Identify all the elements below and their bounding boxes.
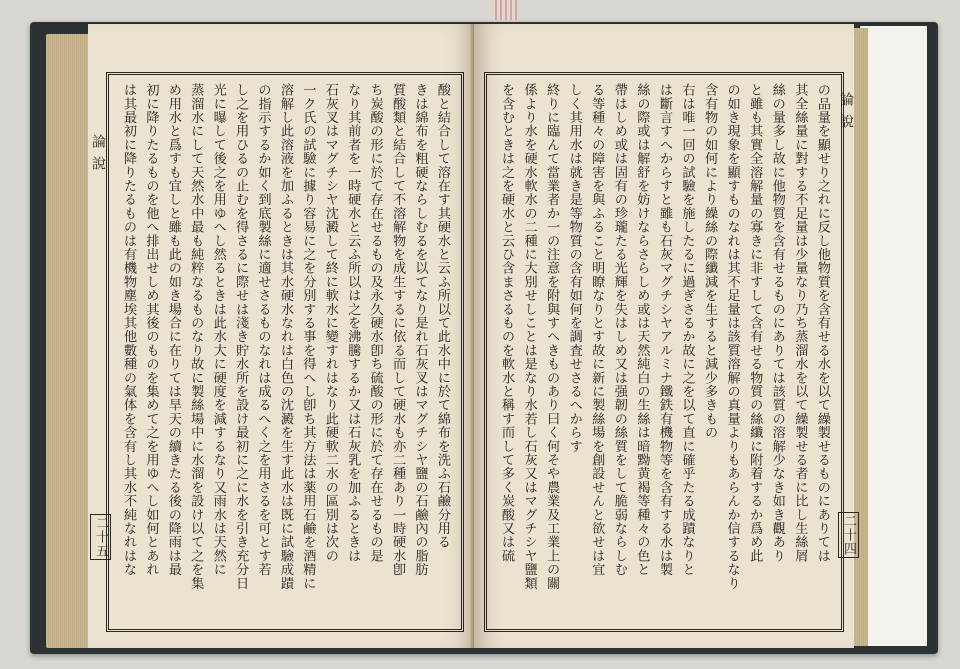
page-edges-left	[46, 34, 90, 648]
headband	[492, 0, 518, 20]
right-page	[474, 24, 854, 648]
text-column: 光に曝して後之を用ゆへし然るときは此水大に硬度を減するなり又雨水は天然に	[210, 83, 226, 577]
text-column: 質酸類と結合して不溶解物を成生するに依る而して硬水も亦二種あり一時硬水卽	[390, 83, 406, 577]
left-running-head: 論說	[90, 134, 106, 178]
text-column: 帶はしめ或は固有の珍瓏たる光輝を失はしめ又は强韌の絲質をして脆弱ならしむ	[611, 83, 627, 577]
text-column: きは綿布を粗硬ならしむるを以てなり是れ石灰叉はマグチシヤ鹽の石鹼內の脂肪	[412, 83, 428, 577]
text-column: し之を用ひるの止むを得さるに際せは淺き貯水所を設け最初に之に水を引き充分日	[233, 83, 249, 590]
text-column: 溶解し此溶液を加ふるときは其水硬水なれは白色の沈澱を生す此水は既に試驗成蹟	[277, 83, 293, 590]
left-page-number: 二十五	[90, 514, 111, 560]
text-column: の如き現象を顯すものなれは其不足量は該質溶解の真量よりもあらんか信するなり	[724, 83, 740, 590]
text-column: 初に降りたるものを他へ排出せしめ其後のものを集めて之を用ゆへし如何とあれ	[143, 83, 159, 577]
left-text-block	[106, 72, 464, 632]
text-column: と雖も其實全溶解量の寡きに非すして含有せる物質の絲纖に附着するか爲め此	[747, 83, 763, 563]
text-column: しく其用水は就き是等物質の含有如何を調査せさるへからす	[566, 83, 582, 453]
text-column: は其最初に降りたるものは有機物塵埃其他數種の氣体を含有し其水不純なれはな	[121, 83, 136, 577]
text-column: め用水と爲すも宜しと雖も此の如き場合に在りては旱天の續きたる後の降雨は最	[165, 83, 181, 577]
right-running-head: 論說	[838, 92, 854, 136]
text-column: なり其前者を一時硬水と云ふ所以は之を沸騰するか又は石灰乳を加ふるときは	[345, 83, 361, 563]
right-text-block	[484, 72, 844, 632]
text-column: 石灰叉はマグチシヤ沈澱して終に軟水に變すれはなり此硬軟二水の區別は次の	[322, 83, 338, 563]
text-column: 終りに臨んて當業者か一の注意を附與すへきものあり曰く何そや農業及工業上の關	[544, 83, 560, 590]
right-page-number: 二十四	[838, 512, 859, 558]
text-column: 含有物の如何により繰絲の際纖減を生すると減少多きもの	[702, 83, 718, 440]
text-column: は斷言すへからすと雖も石灰マグチシヤアルミナ鐵鉄有機物等を含有する水は製	[656, 83, 672, 577]
text-column: 係より水を硬水軟水の二種に大別せしことは是なり水若し石灰又はマグチシヤ鹽類	[521, 83, 537, 590]
text-column: 其全絲量に對する不足量は少量なり乃ち蒸溜水を以て繰製せる者に比し生絲屑	[792, 83, 808, 563]
text-column: 一ク氏の試驗に據り容易に之を分別する事を得へし卽ち其方法は薬用石鹼を酒精に	[300, 83, 316, 590]
text-column: 酸と結合して溶在す其硬水と云ふ所以て此水中に於て綿布を洗ふ石鹼分用る	[434, 83, 450, 549]
text-column: の品量を顯せり之れに反し他物質を含有せる水を以て繰製せるものにありては	[814, 83, 830, 563]
endpaper	[860, 26, 927, 646]
text-column: の指示するか如く到底製絲に適せさるものなれは成るへく之を用さるを可とす若	[255, 83, 271, 577]
text-column: 蒸溜水にして天然水中最も純粹なるものなり故に製絲場中に水溜を設け以て之を集	[188, 83, 204, 590]
text-column: ち炭酸の形に於て存在せるもの及永久硬水卽ち硫酸の形に於て存在せるもの是	[367, 83, 383, 563]
text-column: を含むときは之を硬水と云ひ含まさるものを軟水と稱す而して多く炭酸又は硫	[499, 83, 514, 563]
text-column: 絲の量多し故に他物質を含有せるものにありては該質の溶解少なき如き觀あり	[769, 83, 785, 563]
left-page	[88, 24, 474, 648]
text-column: 右は唯一回の試驗を施したるに過ぎさるか故に之を以て直に確乎たる成蹟なりと	[679, 83, 695, 577]
text-column: る等種々の障害を與ふること明瞭なりとす故に新に製絲場を創設せんと欲せは宜	[589, 83, 605, 577]
text-column: 絲の際或は解舒を妨けならさらしめ或は天然純白の生絲は暗黝黄褐等種々の色と	[634, 83, 650, 577]
